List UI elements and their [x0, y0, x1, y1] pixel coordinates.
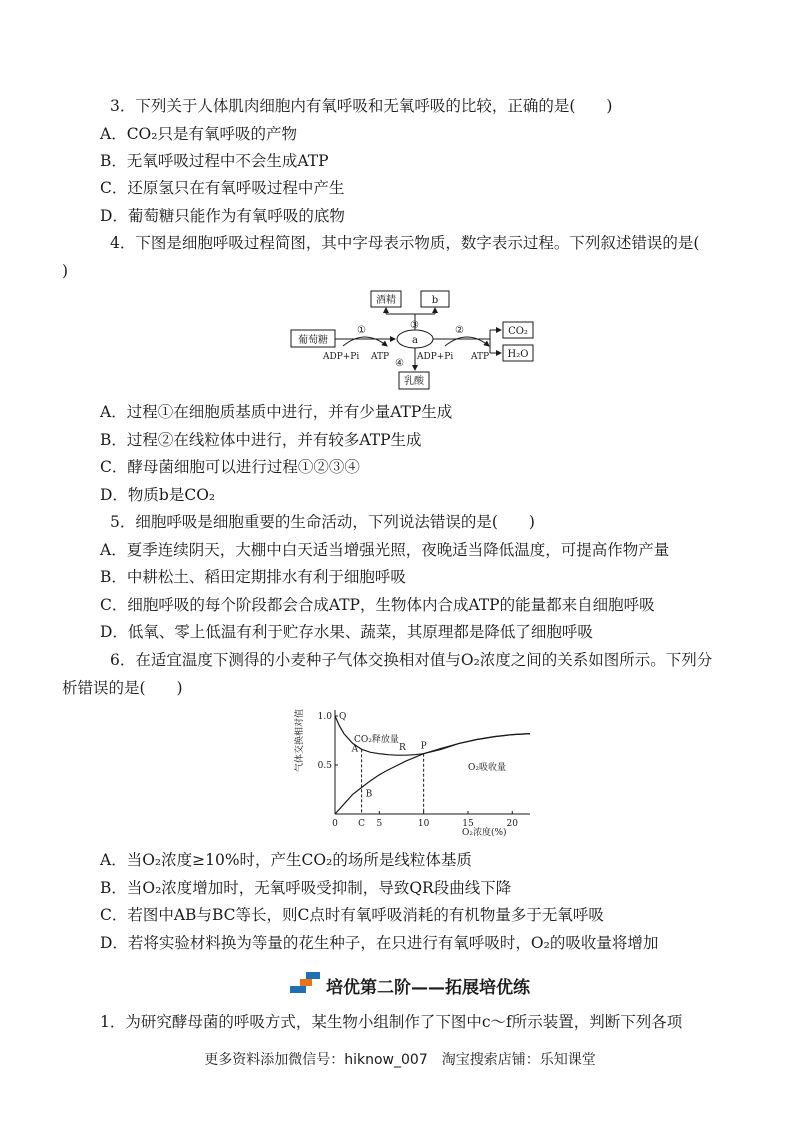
q4-stem: 4．下图是细胞呼吸过程简图，其中字母表示物质，数字表示过程。下列叙述错误的是(	[110, 234, 700, 252]
point-label-b: B	[365, 789, 373, 800]
co2-label: CO₂	[508, 326, 528, 337]
series-line-1	[335, 734, 530, 814]
q5-option-d: D．低氧、零上低温有利于贮存水果、蔬菜，其原理都是降低了细胞呼吸	[100, 623, 593, 641]
x-tick-label-3: 15	[462, 819, 474, 829]
y-tick-label-0: 0.5	[317, 761, 332, 771]
q5-option-c: C．细胞呼吸的每个阶段都会合成ATP，生物体内合成ATP的能量都来自细胞呼吸	[100, 596, 655, 614]
step4-label: ④	[395, 358, 404, 369]
substance-a-label: a	[412, 335, 418, 346]
q3-stem: 3．下列关于人体肌肉细胞内有氧呼吸和无氧呼吸的比较，正确的是( )	[110, 97, 613, 115]
x-tick-label-0: 0	[332, 819, 338, 829]
y-tick-label-1: 1.0	[317, 712, 332, 722]
series-o2-label: O₂吸收量	[468, 763, 506, 773]
gas-exchange-chart	[290, 704, 540, 844]
atp1-label: ATP	[371, 352, 390, 362]
respiration-diagram	[285, 286, 545, 394]
footer: 更多资料添加微信号：hiknow_007 淘宝搜索店铺：乐知课堂	[204, 1052, 596, 1068]
y-axis-label: 气体交换相对值	[295, 708, 305, 772]
q4-option-b: B．过程②在线粒体中进行，并有较多ATP生成	[100, 431, 422, 449]
step1-label: ①	[357, 325, 366, 336]
q3-option-d: D．葡萄糖只能作为有氧呼吸的底物	[100, 207, 345, 225]
point-label-r: R	[399, 743, 406, 754]
x-tick-label-4: 20	[506, 819, 518, 829]
q6-option-b: B．当O₂浓度增加时，无氧呼吸受抑制，导致QR段曲线下降	[100, 879, 512, 897]
q3-option-c: C．还原氢只在有氧呼吸过程中产生	[100, 179, 345, 197]
q6-stem: 6．在适宜温度下测得的小麦种子气体交换相对值与O₂浓度之间的关系如图所示。下列分	[110, 651, 713, 669]
q3-option-a: A．CO₂只是有氧呼吸的产物	[100, 125, 297, 143]
q3-option-b: B．无氧呼吸过程中不会生成ATP	[100, 152, 329, 170]
step2-label: ②	[455, 325, 464, 336]
extension-q1-stem: 1．为研究酵母菌的呼吸方式，某生物小组制作了下图中c～f所示装置，判断下列各项	[100, 1013, 683, 1031]
q5-option-a: A．夏季连续阴天，大棚中白天适当增强光照，夜晚适当降低温度，可提高作物产量	[100, 541, 670, 559]
section-title: 培优第二阶——拓展培优练	[326, 978, 530, 998]
step3-label: ③	[410, 320, 419, 331]
alcohol-label: 酒精	[376, 295, 396, 306]
section-heading-icon	[290, 972, 320, 996]
x-axis-label: O₂浓度(%)	[462, 828, 507, 838]
point-label-a: A	[351, 744, 359, 755]
q6-option-d: D．若将实验材料换为等量的花生种子，在只进行有氧呼吸时，O₂的吸收量将增加	[100, 934, 659, 952]
adp2-label: ADP+Pi	[417, 352, 454, 362]
lactic-label: 乳酸	[404, 376, 424, 387]
adp1-label: ADP+Pi	[323, 352, 360, 362]
h2o-label: H₂O	[507, 349, 529, 360]
q6-option-c: C．若图中AB与BC等长，则C点时有氧呼吸消耗的有机物量多于无氧呼吸	[100, 906, 604, 924]
q4-option-d: D．物质b是CO₂	[100, 486, 216, 504]
q4-option-a: A．过程①在细胞质基质中进行，并有少量ATP生成	[100, 403, 453, 421]
x-tick-label-1: 5	[376, 819, 383, 829]
q6-stem-end: 析错误的是( )	[62, 679, 183, 697]
point-label-p: P	[420, 741, 427, 752]
glucose-label: 葡萄糖	[298, 335, 328, 346]
q6-option-a: A．当O₂浓度≥10%时，产生CO₂的场所是线粒体基质	[100, 851, 472, 869]
q4-option-c: C．酵母菌细胞可以进行过程①②③④	[100, 458, 360, 476]
x-tick-label-2: 10	[417, 819, 430, 829]
x-tick-label-c: C	[358, 819, 366, 829]
atp2-label: ATP	[471, 352, 490, 362]
q4-stem-end: )	[62, 262, 69, 280]
series-co2-label: CO₂释放量	[354, 735, 399, 745]
point-label-q: Q	[339, 712, 347, 722]
q5-option-b: B．中耕松土、稻田定期排水有利于细胞呼吸	[100, 568, 406, 586]
b-label: b	[431, 295, 439, 306]
q5-stem: 5．细胞呼吸是细胞重要的生命活动，下列说法错误的是( )	[110, 513, 535, 531]
